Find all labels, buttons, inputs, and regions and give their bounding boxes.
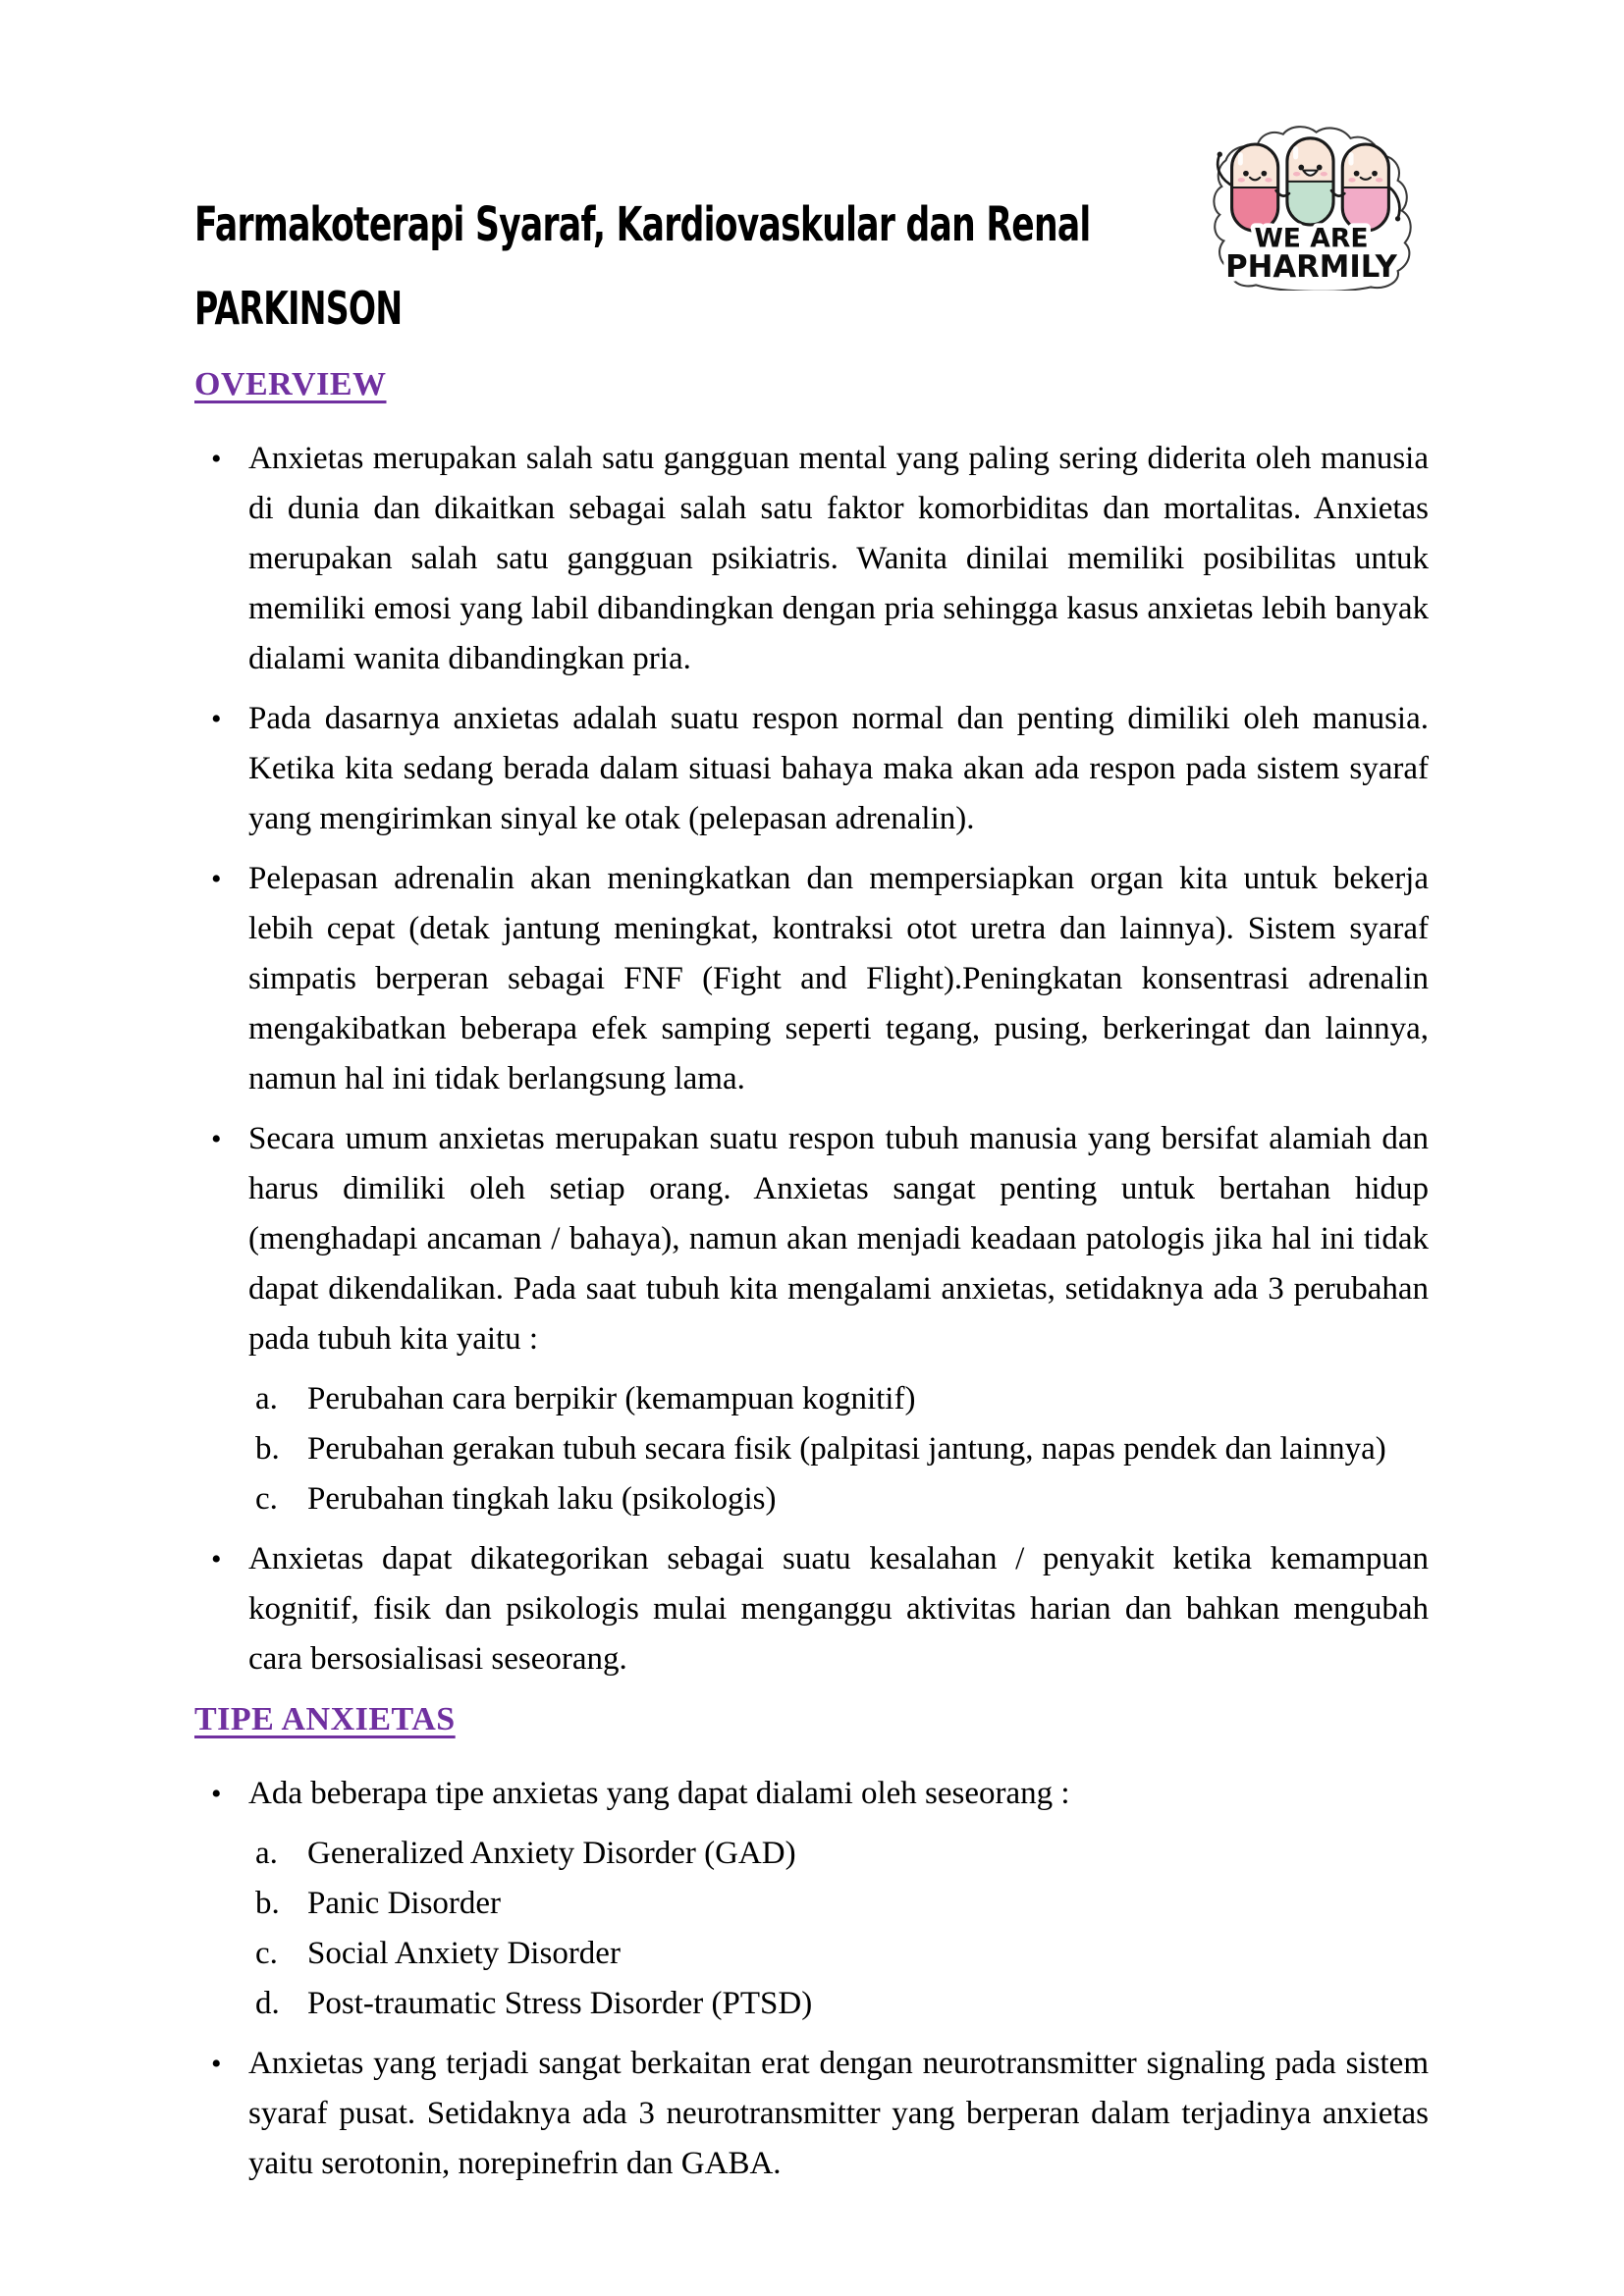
- section-heading-tipe-anxietas: TIPE ANXIETAS: [194, 1701, 456, 1737]
- sub-list-item: [194, 1374, 1429, 1424]
- bullet-marker: •: [211, 1123, 222, 1155]
- bullet-marker: •: [211, 2048, 222, 2080]
- logo-caption-line2: PHARMILY: [1225, 249, 1397, 286]
- sub-item-text: Panic Disorder: [307, 1886, 502, 1921]
- bullet-text: Pelepasan adrenalin akan meningkatkan dan mempersiapkan organ kita untuk bekerja lebih cepat (detak jantung meningkat, kontraksi otot uretra dan lainnya). Sistem syaraf simpatis berperan sebagai FNF (Fight and Flight).Peningkatan konsentrasi adrenalin mengakibatkan beberapa efek samping seperti tegang, pusing, berkeringat dan lainnya, namun hal ini tidak berlangsung lama.: [248, 861, 1429, 1096]
- sub-item-marker: d.: [255, 1986, 280, 2021]
- lettered-sub-list: [194, 1374, 1429, 1524]
- bullet-marker: •: [211, 443, 222, 475]
- bullet-item: [194, 434, 1429, 684]
- bullet-text: Anxietas merupakan salah satu gangguan mental yang paling sering diderita oleh manusia di dunia dan dikaitkan sebagai salah satu faktor komorbiditas dan mortalitas. Anxietas merupakan salah satu gangguan psikiatris. Wanita dinilai memiliki posibilitas untuk memiliki emosi yang labil dibandingkan dengan pria sehingga kasus anxietas lebih banyak dialami wanita dibandingkan pria.: [248, 441, 1429, 676]
- bullet-item: [194, 1769, 1429, 1819]
- sub-item-marker: c.: [255, 1481, 278, 1517]
- bullet-text: Ada beberapa tipe anxietas yang dapat dialami oleh seseorang :: [248, 1776, 1070, 1811]
- sub-list-item: [194, 1829, 1429, 1879]
- bullet-marker: •: [211, 1543, 222, 1575]
- bullet-item: [194, 1114, 1429, 1364]
- bullet-text: Pada dasarnya anxietas adalah suatu respon normal dan penting dimiliki oleh manusia. Ketika kita sedang berada dalam situasi bahaya maka akan ada respon pada sistem syaraf yang mengirimkan sinyal ke otak (pelepasan adrenalin).: [248, 701, 1429, 836]
- sub-item-marker: b.: [255, 1431, 280, 1467]
- bullet-item: [194, 694, 1429, 844]
- sub-item-text: Generalized Anxiety Disorder (GAD): [307, 1836, 796, 1871]
- sub-list-item: [194, 1474, 1429, 1524]
- overview-bullet-list: [194, 434, 1429, 1684]
- sub-item-text: Perubahan tingkah laku (psikologis): [307, 1481, 777, 1517]
- logo-caption-line1: WE ARE: [1254, 223, 1369, 254]
- sub-item-text: Post-traumatic Stress Disorder (PTSD): [307, 1986, 813, 2021]
- sub-item-marker: a.: [255, 1381, 278, 1416]
- section-heading-overview: OVERVIEW: [194, 366, 387, 402]
- bullet-text: Anxietas dapat dikategorikan sebagai suatu kesalahan / penyakit ketika kemampuan kognitif, fisik dan psikologis mulai menganggu aktivitas harian dan bahkan mengubah cara bersosialisasi seseorang.: [248, 1541, 1429, 1677]
- lettered-sub-list: [194, 1829, 1429, 2029]
- sub-item-text: Perubahan gerakan tubuh secara fisik (palpitasi jantung, napas pendek dan lainnya): [307, 1431, 1386, 1467]
- bullet-text: Anxietas yang terjadi sangat berkaitan erat dengan neurotransmitter signaling pada sistem syaraf pusat. Setidaknya ada 3 neurotransmitter yang berperan dalam terjadinya anxietas yaitu serotonin, norepinefrin dan GABA.: [248, 2046, 1429, 2181]
- document-subtitle: PARKINSON: [194, 282, 403, 335]
- bullet-marker: •: [211, 863, 222, 895]
- bullet-item: [194, 1534, 1429, 1684]
- sub-item-text: Social Anxiety Disorder: [307, 1936, 621, 1971]
- bullet-item: [194, 2039, 1429, 2189]
- sub-item-text: Perubahan cara berpikir (kemampuan kognitif): [307, 1381, 916, 1416]
- sub-list-item: [194, 1929, 1429, 1979]
- bullet-marker: •: [211, 1778, 222, 1810]
- sub-item-marker: b.: [255, 1886, 280, 1921]
- bullet-item: [194, 854, 1429, 1104]
- pharmily-logo: [1208, 124, 1414, 291]
- tipe-anxietas-bullet-list: [194, 1769, 1429, 2189]
- bullet-marker: •: [211, 703, 222, 735]
- sub-list-item: [194, 1979, 1429, 2029]
- pill-character-middle-icon: [1287, 138, 1333, 225]
- document-title: Farmakoterapi Syaraf, Kardiovaskular dan Renal: [194, 197, 1091, 252]
- sub-list-item: [194, 1424, 1429, 1474]
- sub-list-item: [194, 1879, 1429, 1929]
- bullet-text: Secara umum anxietas merupakan suatu respon tubuh manusia yang bersifat alamiah dan harus dimiliki oleh setiap orang. Anxietas sangat penting untuk bertahan hidup (menghadapi ancaman / bahaya), namun akan menjadi keadaan patologis jika hal ini tidak dapat dikendalikan. Pada saat tubuh kita mengalami anxietas, setidaknya ada 3 perubahan pada tubuh kita yaitu :: [248, 1121, 1429, 1357]
- sub-item-marker: c.: [255, 1936, 278, 1971]
- sub-item-marker: a.: [255, 1836, 278, 1871]
